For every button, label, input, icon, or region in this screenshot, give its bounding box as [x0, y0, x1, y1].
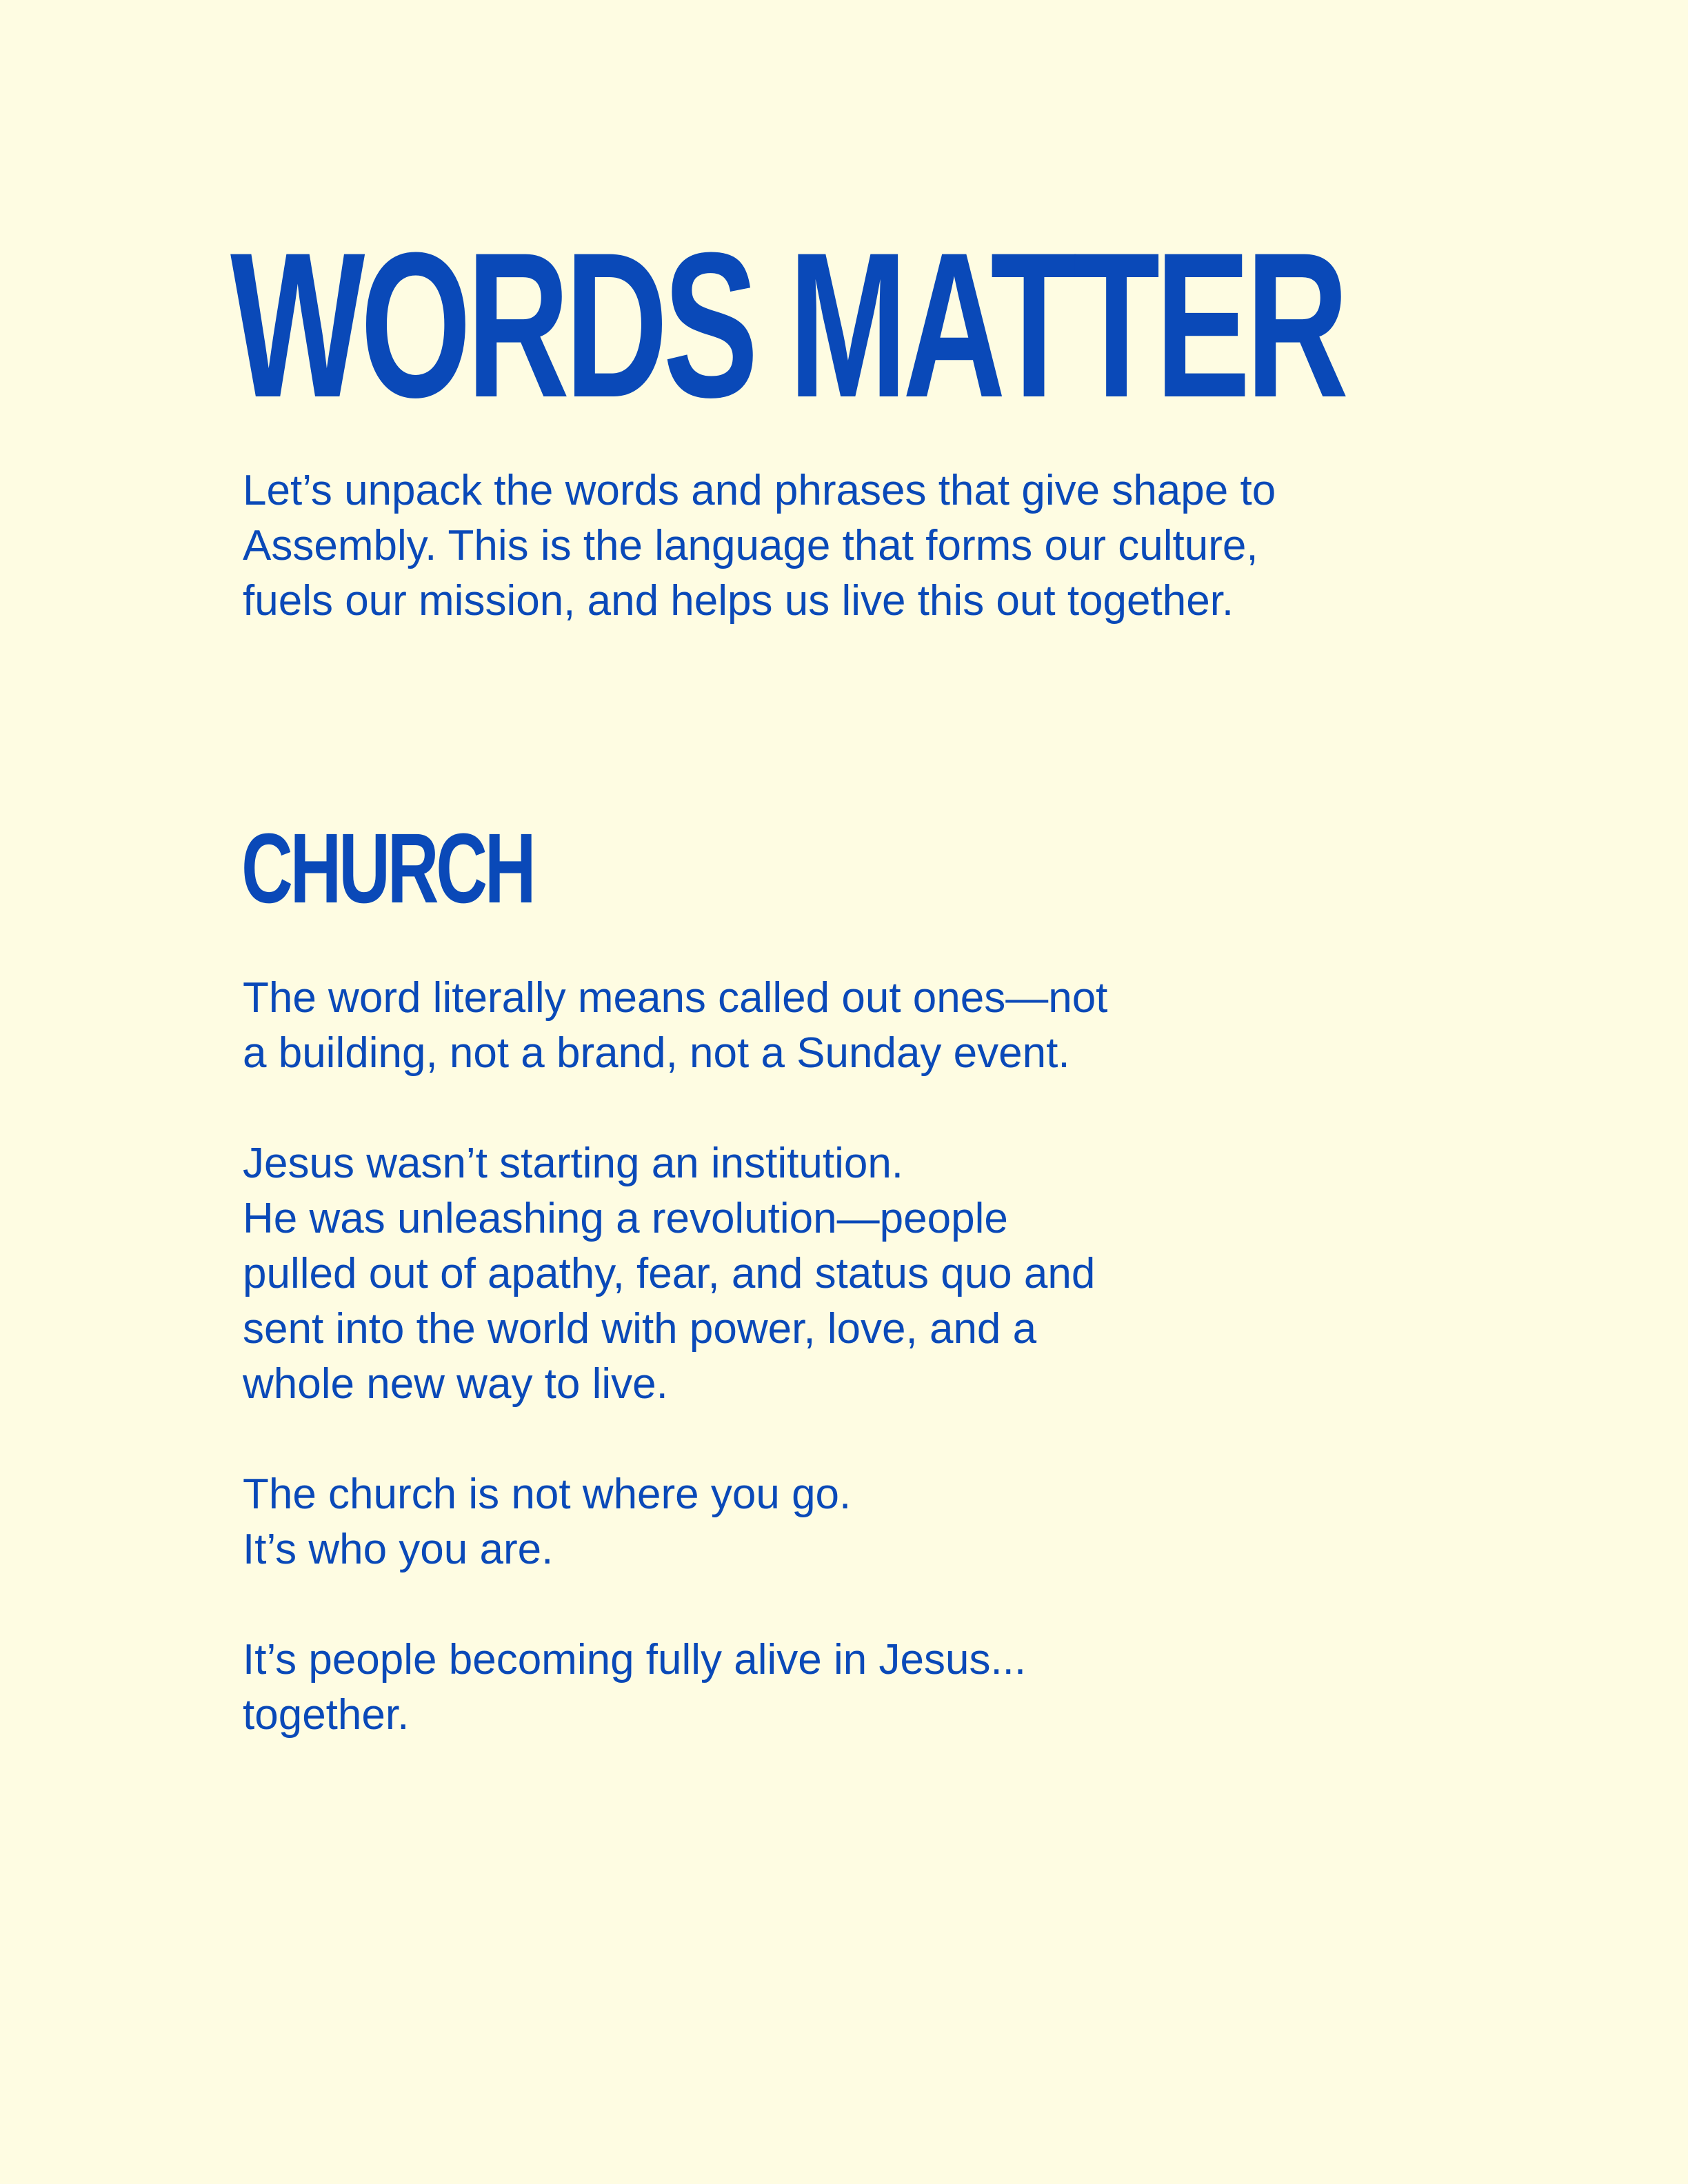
intro-paragraph: Let’s unpack the words and phrases that give shape to Assembly. This is the language that forms our culture, fuels our mission, and helps us live this out together. — [243, 467, 1276, 625]
section-title: CHURCH — [241, 813, 534, 924]
page-title: WORDS MATTER — [230, 209, 1345, 441]
section-body — [243, 971, 1139, 1798]
body-paragraph-1: The word literally means called out ones—not a building, not a brand, not a Sunday event. — [243, 974, 1108, 1077]
body-paragraph-3: The church is not where you go. It’s who you are. — [243, 1470, 852, 1573]
body-paragraph-4: It’s people becoming fully alive in Jesus... together. — [243, 1636, 1027, 1739]
body-paragraph-2: Jesus wasn’t starting an institution. He was unleashing a revolution—people pulled out of apathy, fear, and status quo and sent into the world with power, love, and a whole new way to live. — [243, 1140, 1096, 1408]
